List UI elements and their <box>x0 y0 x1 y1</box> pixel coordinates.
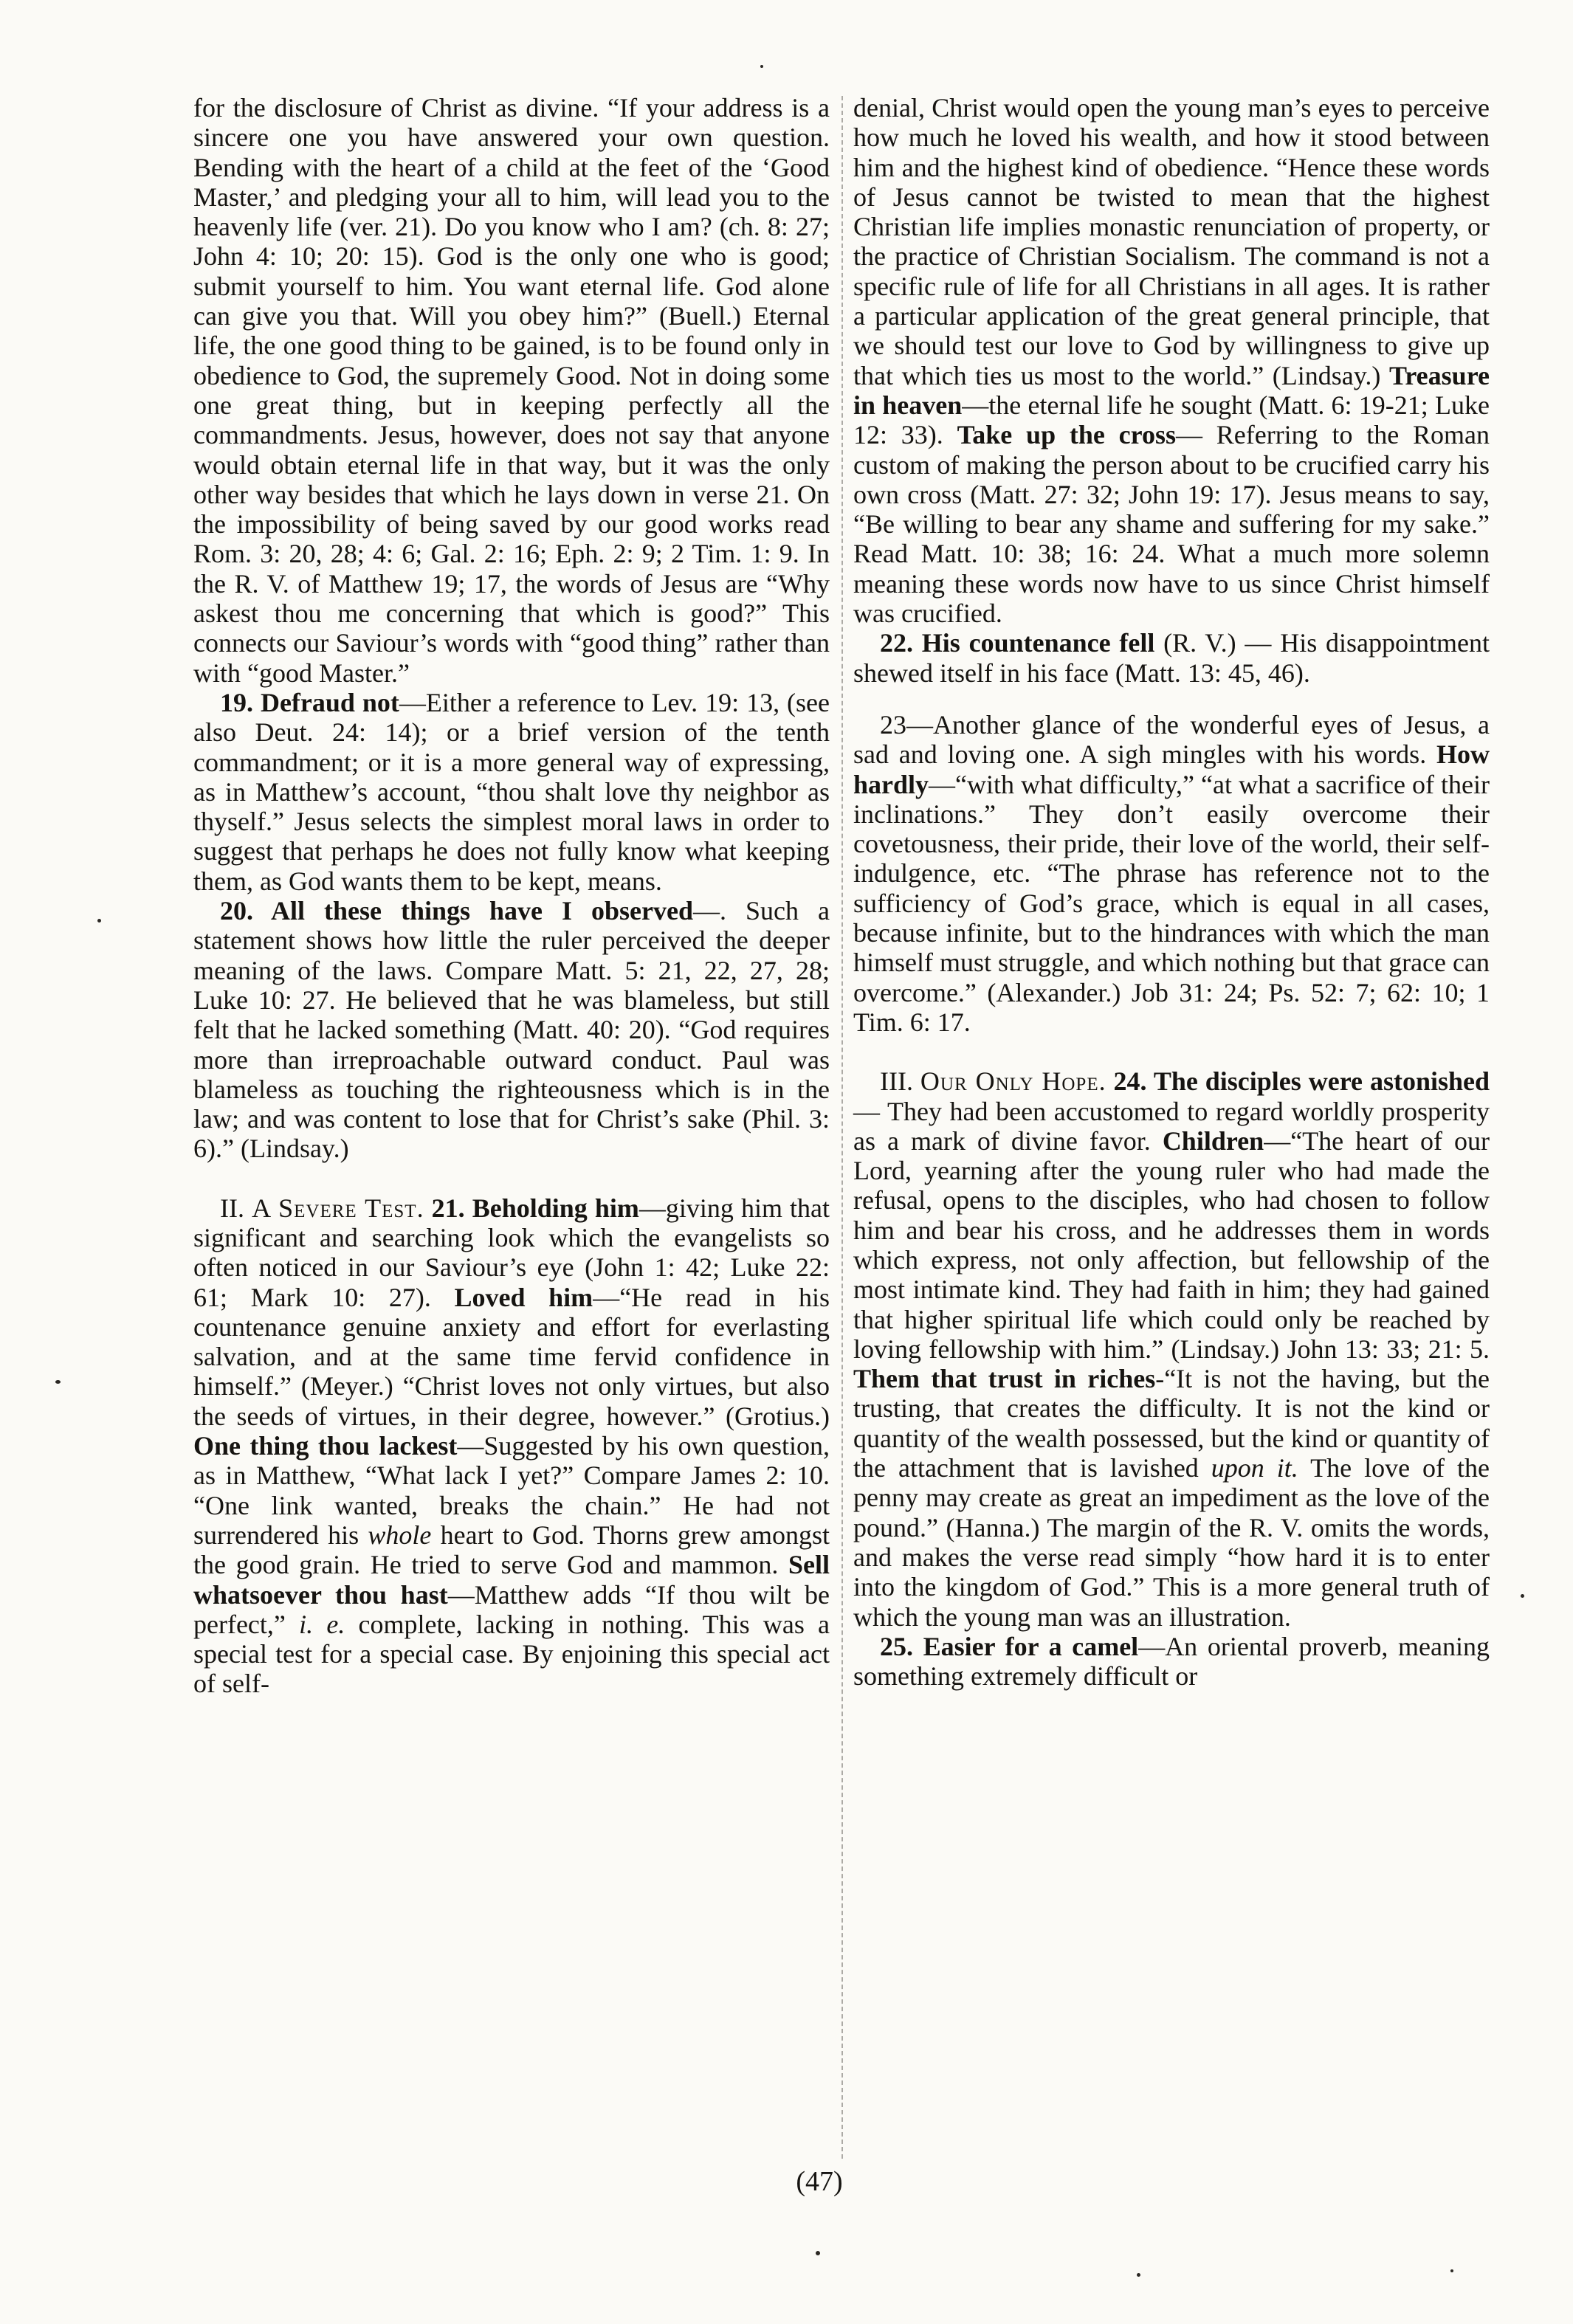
ink-speck <box>1521 1594 1524 1598</box>
ink-speck <box>760 65 763 68</box>
text-run: (R. V.) — His disappointment shewed itself in his face (Matt. 13: 45, 46). <box>853 628 1490 688</box>
text-run: complete, lacking in nothing. This was a special test for a special case. By enjoining this special act of self- <box>193 1609 830 1699</box>
ink-speck <box>97 919 101 923</box>
ink-speck <box>55 1380 61 1384</box>
verse-heading: 20. All these things have I observed <box>220 896 694 926</box>
text-run: —Either a reference to Lev. 19: 13, (see also Deut. 24: 14); or a brief version of the tenth commandment; or it is a more general way of expressing, as in Matthew’s account, “thou shalt love thy neighbor as thyself.” Jesus selects the simplest moral laws in order to suggest that perhaps he does not fully know what keeping them, as God wants them to be kept, means. <box>193 687 830 896</box>
paragraph-verse-20 <box>193 896 830 1164</box>
section-number: III. <box>880 1066 913 1097</box>
section-title: Our Only Hope. <box>920 1066 1106 1097</box>
paragraph-verse-22 <box>853 628 1490 688</box>
paragraph-section-3 <box>853 1066 1490 1632</box>
verse-heading: 24. The disciples were astonished <box>1113 1066 1490 1097</box>
emphasis: whole <box>368 1520 432 1550</box>
ink-speck <box>1450 2269 1453 2272</box>
text-run: —. Such a statement shows how little the ruler perceived the deeper meaning of the laws. Compare Matt. 5: 21, 22, 27, 28; Luke 10: 27. He believed that he was blameless, but still felt that he lacked something (Matt. 40: 20). “God requires more than irreproachable outward conduct. Paul was blameless as touching the righteousness which is in the law; and was content to lose that for Christ’s sake (Phil. 3: 6).” (Lindsay.) <box>193 896 830 1164</box>
keyword: Take up the cross <box>957 420 1176 450</box>
verse-heading: 25. Easier for a camel <box>880 1631 1139 1661</box>
text-run: —giving him that significant and searching look which the evangelists so often noticed in our Saviour’s eye (John 1: 42; Luke 22: 61; Mark 10: 27). <box>193 1193 830 1312</box>
paragraph-section-2 <box>193 1193 830 1699</box>
ink-speck <box>1137 2273 1140 2277</box>
text-run: The love of the penny may create as great an impediment as the love of the pound.” (Hanna.) The margin of the R. V. omits the words, and makes the verse read simply “how hard it is to enter into the kingdom of God.” This is a more general truth of which the young man was an illustration. <box>853 1453 1490 1632</box>
text-run: 23—Another glance of the wonderful eyes of Jesus, a sad and loving one. A sigh mingles with his words. <box>853 709 1490 770</box>
keyword: How hardly <box>853 739 1490 799</box>
keyword: Eternal life, <box>193 301 830 361</box>
column-divider <box>841 96 843 2159</box>
keyword: Children <box>1162 1125 1264 1156</box>
keyword: Them that trust in riches <box>853 1364 1156 1394</box>
text-run: the one good thing to be gained, is to be found only in obedience to God, the supremely Good. Not in doing some one great thing, but in keeping perfectly all the commandments. Jesus, however, does not say that anyone would obtain eternal life in that way, but it was the only other way besides that which he lays down in verse 21. On the impossibility of being saved by our good works read Rom. 3: 20, 28; 4: 6; Gal. 2: 16; Eph. 2: 9; 2 Tim. 1: 9. In the R. V. of Matthew 19; 17, the words of Jesus are “Why askest thou me concerning that which is good?” This connects our Saviour’s words with “good thing” rather than with “good Master.” <box>193 331 830 688</box>
text-run: for the disclosure of Christ as divine. “If your address is a sincere one you have answered your own question. Bending with the heart of a child at the feet of the ‘Good Master,’ and pledging your all to him, will lead you to the heavenly life (ver. 21). Do you know who I am? (ch. 8: 27; John 4: 10; 20: 15). God is the only one who is good; submit yourself to him. You want eternal life. God alone can give you that. Will you obey him?” (Buell.) <box>193 93 830 331</box>
right-column <box>853 93 1490 1691</box>
paragraph-verse-19 <box>193 688 830 896</box>
section-title: A Severe Test. <box>252 1193 424 1223</box>
emphasis: upon it. <box>1211 1453 1298 1483</box>
paragraph-verse-23 <box>853 710 1490 1037</box>
ink-speck <box>816 2251 820 2255</box>
paragraph-commentary-ver18 <box>193 93 830 688</box>
keyword: Treasure in heaven <box>853 360 1490 420</box>
text-run: —An oriental proverb, meaning something extremely difficult or <box>853 1631 1490 1692</box>
text-run: — They had been accustomed to regard worldly prosperity as a mark of divine favor. <box>853 1096 1490 1156</box>
keyword: One thing thou lackest <box>193 1431 458 1461</box>
verse-heading: 22. His countenance fell <box>880 628 1155 658</box>
left-column <box>193 93 830 1699</box>
text-run: —“with what difficulty,” “at what a sacrifice of their inclinations.” They don’t easily overcome their covetousness, their pride, their love of the world, their self-indulgence, etc. “The phrase has reference not to the sufficiency of God’s grace, which is equal in all cases, because infinite, but to the hindrances with which the man himself must struggle, and which nothing but that grace can overcome.” (Alexander.) Job 31: 24; Ps. 52: 7; 62: 10; 1 Tim. 6: 17. <box>853 769 1490 1037</box>
paragraph-commentary-ver21-cont <box>853 93 1490 628</box>
keyword: Loved him <box>454 1282 593 1312</box>
text-run: heart to God. Thorns grew amongst the good grain. He tried to serve God and mammon. <box>193 1520 830 1580</box>
text-run: —“He read in his countenance genuine anxiety and effort for everlasting salvation, and at the same time fervid confidence in himself.” (Meyer.) “Christ loves not only virtues, but also the seeds of virtues, in their degree, however.” (Grotius.) <box>193 1282 830 1431</box>
page-number: (47) <box>796 2166 843 2197</box>
text-run: —the eternal life he sought (Matt. 6: 19-21; Luke 12: 33). <box>853 390 1490 450</box>
text-run: denial, Christ would open the young man’s eyes to perceive how much he loved his wealth, and how it stood between him and the highest kind of obedience. “Hence these words of Jesus cannot be twisted to mean that the highest Christian life implies monastic renunciation of property, or the practice of Christian Socialism. The command is not a specific rule of life for all Christians in all ages. It is rather a particular application of the great general principle, that we should test our love to God by willingness to give up that which ties us most to the world.” (Lindsay.) <box>853 93 1490 390</box>
text-run: -“It is not the having, but the trusting, that creates the difficulty. It is not the kind or quantity of the wealth possessed, but the kind or quantity of the attachment that is lavished <box>853 1364 1490 1483</box>
verse-heading: 21. Beholding him <box>431 1193 639 1223</box>
emphasis: i. e. <box>299 1609 345 1639</box>
section-number: II. <box>220 1193 244 1223</box>
text-run: —Suggested by his own question, as in Matthew, “What lack I yet?” Compare James 2: 10. “One link wanted, breaks the chain.” He had not surrendered his <box>193 1431 830 1550</box>
text-run: — Referring to the Roman custom of making the person about to be crucified carry his own cross (Matt. 27: 32; John 19: 17). Jesus means to say, “Be willing to bear any shame and suffering for my sake.” Read Matt. 10: 38; 16: 24. What a much more solemn meaning these words now have to us since Christ himself was crucified. <box>853 420 1490 629</box>
paragraph-verse-25 <box>853 1632 1490 1692</box>
verse-heading: 19. Defraud not <box>220 687 399 717</box>
text-run: —Matthew adds “If thou wilt be perfect,” <box>193 1579 830 1639</box>
text-run: —“The heart of our Lord, yearning after the young ruler who had made the refusal, opens to the disciples, who had chosen to follow him and bear his cross, and he addresses them in words which express, not only affection, but fellowship of the most intimate kind. They had faith in him; they had gained that higher spiritual life which could only be reached by loving fellowship with him.” (Lindsay.) John 13: 33; 21: 5. <box>853 1125 1490 1364</box>
keyword: Sell whatsoever thou hast <box>193 1550 830 1610</box>
